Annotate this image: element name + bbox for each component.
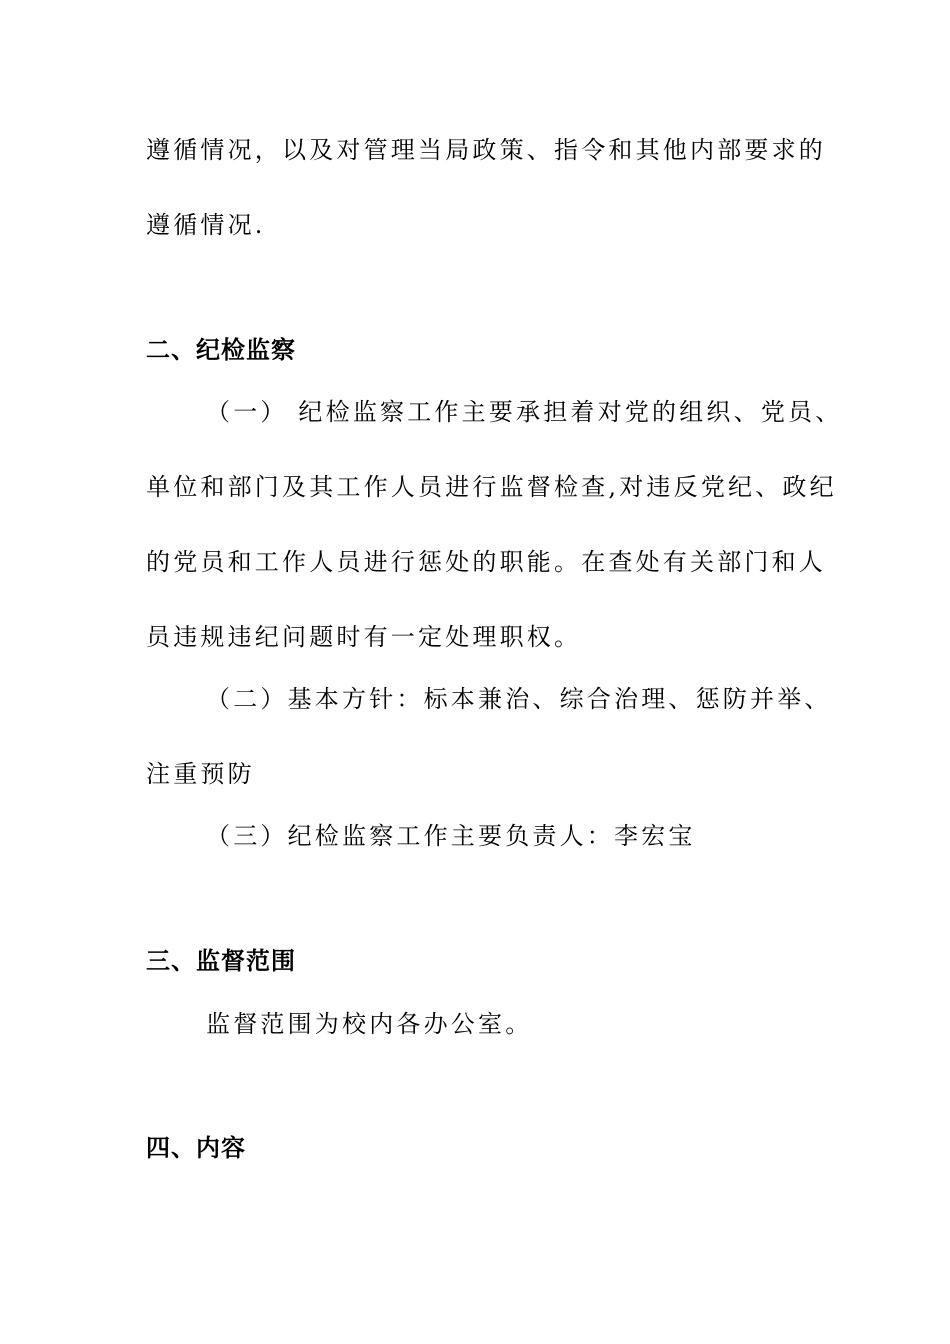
section-2-para-2-line-2: 注重预防 [146,760,255,788]
section-2-para-1-line-1: （一） 纪检监察工作主要承担着对党的组织、党员、 [206,398,843,426]
section-2-para-1-line-4: 员违规违纪问题时有一定处理职权。 [146,623,582,651]
section-2-heading: 二、纪检监察 [146,335,296,364]
section-3-heading: 三、监督范围 [146,946,296,975]
section-3-para-1: 监督范围为校内各办公室。 [206,1010,533,1038]
intro-line-2: 遵循情况. [146,211,266,239]
section-2-para-2-line-1: （二）基本方针：标本兼治、综合治理、惩防并举、 [206,685,832,713]
section-2-para-3-line-1: （三）纪检监察工作主要负责人：李宏宝 [206,822,696,850]
section-2-para-1-line-3: 的党员和工作人员进行惩处的职能。在查处有关部门和人 [146,548,826,576]
section-2-para-1-line-2: 单位和部门及其工作人员进行监督检查,对违反党纪、政纪 [146,473,837,501]
intro-line-1: 遵循情况，以及对管理当局政策、指令和其他内部要求的 [146,136,826,164]
section-4-heading: 四、内容 [146,1133,246,1162]
